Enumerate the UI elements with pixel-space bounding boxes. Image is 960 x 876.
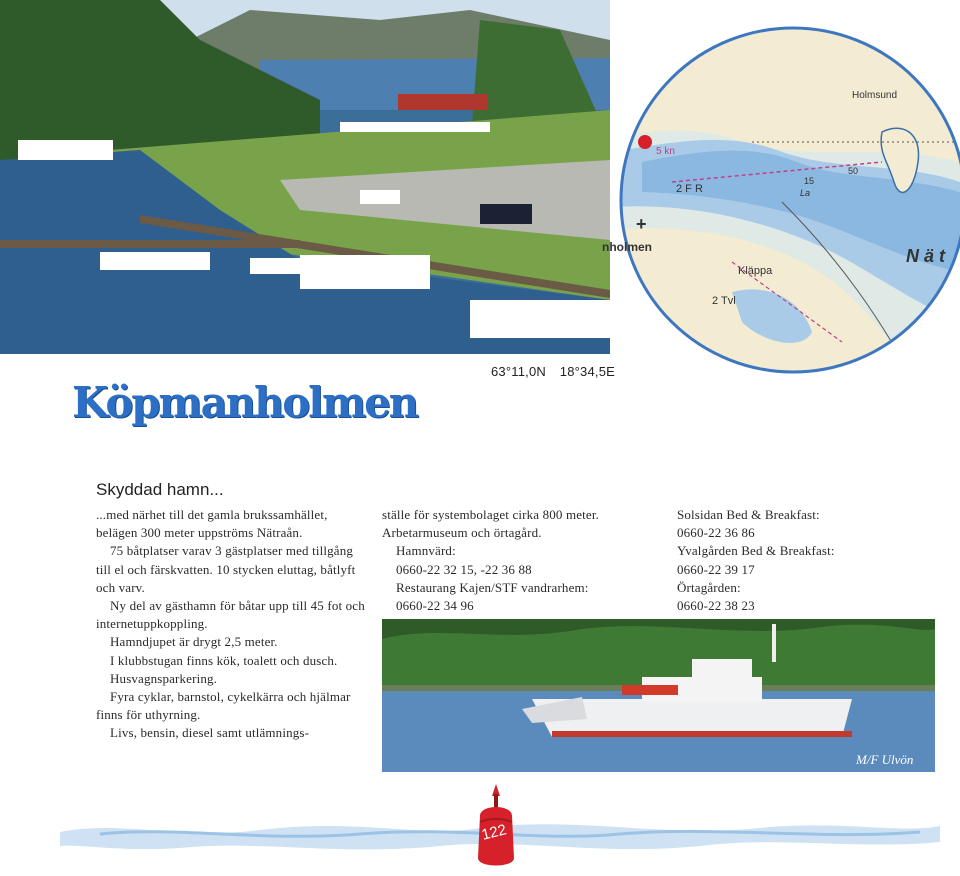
nautical-chart (582, 22, 960, 378)
map-label-klappa: Kläppa (738, 265, 773, 277)
paragraph: ...med närhet till det gamla brukssamhället, belägen 300 meter uppströms Nätraån. (96, 507, 328, 541)
map-label-depth-la: La (800, 188, 811, 198)
paragraph: Husvagnsparkering. (110, 670, 218, 686)
text-column-3 (677, 506, 947, 615)
map-label-light: 2 F R (676, 183, 703, 195)
paragraph: Hamndjupet är drygt 2,5 meter. (110, 634, 278, 650)
paragraph: ställe för systembolaget cirka 800 meter. (382, 507, 599, 522)
contact-label: Solsidan Bed & Breakfast: (677, 507, 820, 522)
map-label-holmsund: Holmsund (852, 90, 898, 101)
map-label-place: nholmen (602, 240, 652, 254)
contact-label: Yvalgården Bed & Breakfast: (677, 543, 835, 559)
contact-label: Örtagården: (677, 579, 741, 595)
text-column-1 (96, 506, 366, 743)
page-title: Köpmanholmen (72, 378, 417, 427)
harbor-photo (0, 0, 610, 354)
map-label-tvl: 2 Tvl (712, 295, 736, 307)
contact-label: Hamnvärd: (396, 543, 456, 559)
phone-number: 0660-22 36 86 (677, 525, 755, 541)
map-label-speed: 5 kn (656, 146, 675, 157)
subtitle: Skyddad hamn... (96, 480, 224, 499)
text-column-2 (382, 506, 652, 615)
ferry-photo (382, 619, 935, 772)
paragraph: Ny del av gästhamn för båtar upp till 45 fot och internetuppkoppling. (96, 598, 365, 632)
latitude: 63°11,0N (491, 364, 546, 379)
map-label-depth-15: 15 (804, 176, 815, 186)
longitude: 18°34,5E (559, 364, 616, 379)
page-number: 122 (479, 821, 509, 844)
map-label-nat: N ä t (906, 246, 946, 266)
paragraph: Fyra cyklar, barnstol, cykelkärra och hjälmar finns för uthyrning. (96, 689, 351, 723)
paragraph: Arbetarmuseum och örtagård. (382, 525, 542, 541)
phone-number: 0660-22 34 96 (396, 598, 474, 614)
ferry-caption: M/F Ulvön (856, 752, 914, 767)
paragraph: Livs, bensin, diesel samt utlämnings- (110, 725, 310, 741)
paragraph: 75 båtplatser varav 3 gästplatser med tillgång till el och färskvatten. 10 stycken eluttag, båtlyft och varv. (96, 543, 356, 595)
map-label-depth-50: 50 (848, 166, 859, 176)
paragraph: I klubbstugan finns kök, toalett och dusch. (110, 652, 338, 668)
phone-number: 0660-22 32 15, -22 36 88 (396, 561, 532, 577)
phone-number: 0660-22 38 23 (677, 598, 755, 614)
coordinates (491, 364, 625, 379)
contact-label: Restaurang Kajen/STF vandrarhem: (396, 579, 589, 595)
phone-number: 0660-22 39 17 (677, 561, 755, 577)
map-cross-icon: + (636, 214, 647, 234)
